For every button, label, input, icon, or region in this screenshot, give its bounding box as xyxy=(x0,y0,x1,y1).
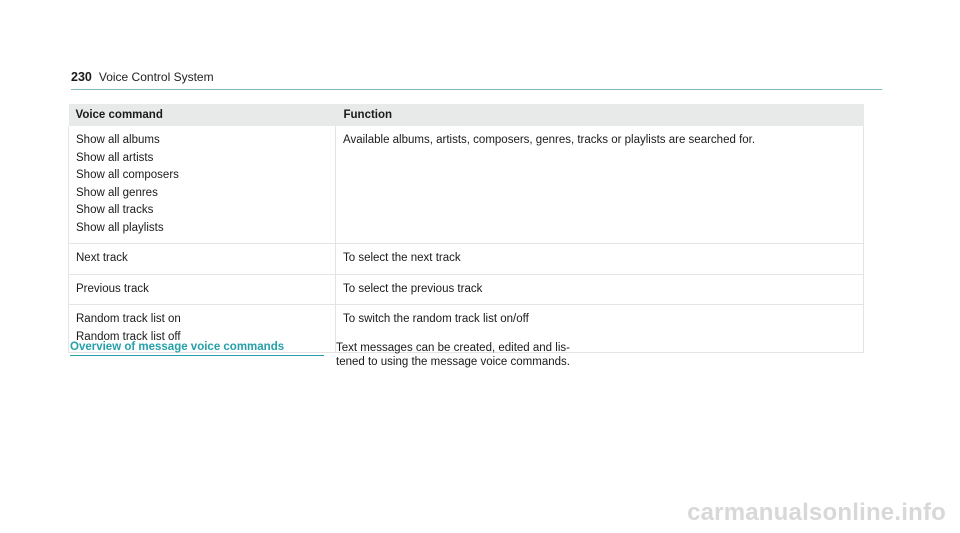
voice-command-table xyxy=(68,104,864,353)
function-cell: Available albums, artists, composers, genres, tracks or playlists are searched for. xyxy=(336,126,864,244)
table-header-row xyxy=(69,104,864,126)
command-text: Random track list on xyxy=(76,313,181,325)
page-header xyxy=(71,70,882,90)
page-number: 230 xyxy=(71,70,92,84)
watermark-logo: carmanualsonline.info xyxy=(687,499,946,526)
command-cell xyxy=(69,126,336,244)
command-text: Show all tracks xyxy=(76,204,154,216)
command-text: Previous track xyxy=(76,282,149,295)
command-text: Show all composers xyxy=(76,169,179,181)
section-name: Voice Control System xyxy=(98,70,214,84)
table-row xyxy=(69,274,864,305)
command-cell xyxy=(69,244,336,275)
command-text: Show all genres xyxy=(76,186,158,199)
table-row xyxy=(69,244,864,275)
command-text: Show all playlists xyxy=(76,221,164,234)
command-text: Random track list off xyxy=(76,330,181,343)
column-header-function: Function xyxy=(336,104,864,126)
body-text-line: tened to using the message voice commands. xyxy=(336,355,570,368)
body-paragraph xyxy=(336,342,596,369)
table-row xyxy=(69,126,864,244)
section-heading: Overview of message voice commands xyxy=(70,341,324,356)
command-text: Show all artists xyxy=(76,151,154,164)
column-header-voice-command: Voice command xyxy=(69,104,336,126)
function-cell: To select the previous track xyxy=(336,274,864,305)
command-text: Show all albums xyxy=(76,134,160,146)
command-cell xyxy=(69,274,336,305)
function-cell: To select the next track xyxy=(336,244,864,275)
command-text: Next track xyxy=(76,252,128,264)
function-cell: To switch the random track list on/off xyxy=(336,305,864,353)
body-text-line: Text messages can be created, edited and lis- xyxy=(336,342,570,354)
